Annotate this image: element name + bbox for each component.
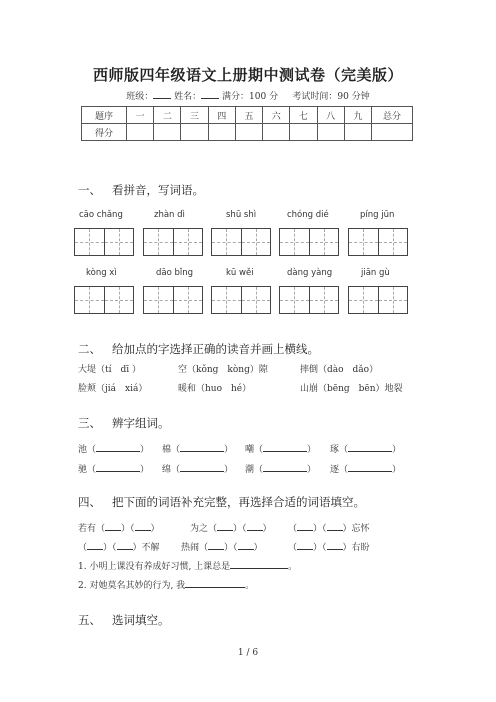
score-cell[interactable]	[344, 124, 371, 141]
answer-blank[interactable]	[348, 462, 392, 472]
answer-blank[interactable]	[297, 540, 313, 550]
fill-sentence: 2. 对她莫名其妙的行为, 我 。	[78, 578, 254, 591]
answer-blank[interactable]	[117, 540, 133, 550]
word-char: 池	[78, 445, 88, 455]
answer-blank[interactable]	[105, 521, 121, 531]
score-table	[81, 106, 413, 141]
fill-sentence: 1. 小明上课没有养成好习惯, 上课总是 。	[78, 559, 297, 572]
section-number: 三、	[78, 416, 101, 430]
answer-blank[interactable]	[96, 462, 140, 472]
reading-item[interactable]: 脸颊（jiá xiá）	[78, 384, 148, 394]
section-number: 四、	[78, 495, 101, 509]
idiom-text: ）	[253, 543, 263, 553]
answer-blank[interactable]	[230, 559, 288, 569]
score-header-row	[82, 107, 413, 124]
idiom-text: ）（	[233, 524, 247, 534]
score-cell[interactable]	[127, 124, 154, 141]
pinyin-label: kū wěi	[226, 268, 254, 278]
class-label: 班级：	[126, 92, 154, 102]
reading-item[interactable]: 暖和（huo hé）	[178, 384, 252, 394]
reading-item[interactable]: 摔倒（dào dǎo）	[300, 365, 379, 375]
score-cell[interactable]	[235, 124, 262, 141]
score-cell[interactable]	[317, 124, 344, 141]
section-3-heading	[78, 415, 170, 431]
section-instruction: 辨字组词。	[112, 416, 170, 430]
pinyin-label: jiān gù	[361, 268, 390, 278]
section-4-heading	[78, 494, 365, 510]
name-label: 姓名：	[174, 92, 202, 102]
answer-blank[interactable]	[238, 540, 254, 550]
idiom-text: ）忘怀	[342, 524, 370, 534]
section-instruction: 选词填空。	[112, 613, 170, 627]
reading-item[interactable]: 大堤（tí dī ）	[78, 365, 141, 375]
idiom-text: ）（	[103, 543, 117, 553]
answer-blank[interactable]	[135, 521, 151, 531]
score-header: 六	[263, 107, 290, 124]
score-header: 八	[317, 107, 344, 124]
score-header: 一	[127, 107, 154, 124]
idiom-text: ）（	[224, 543, 238, 553]
writing-grid[interactable]	[143, 228, 203, 256]
answer-blank[interactable]	[96, 442, 140, 452]
answer-blank[interactable]	[180, 462, 224, 472]
writing-grid[interactable]	[211, 286, 271, 314]
score-header: 二	[154, 107, 181, 124]
idiom-text: ）不解	[132, 543, 160, 553]
answer-blank[interactable]	[348, 442, 392, 452]
pinyin-label: dāo bǐng	[156, 268, 194, 278]
pinyin-label: cāo chǎng	[79, 210, 123, 220]
answer-blank[interactable]	[217, 521, 233, 531]
writing-grid[interactable]	[348, 228, 408, 256]
answer-blank[interactable]	[263, 442, 307, 452]
writing-grid[interactable]	[279, 286, 339, 314]
section-2-heading	[78, 341, 319, 357]
writing-grid[interactable]	[143, 286, 203, 314]
answer-blank[interactable]	[185, 578, 245, 588]
score-cell[interactable]	[290, 124, 317, 141]
section-1-heading	[78, 182, 204, 198]
score-row	[82, 124, 413, 141]
pinyin-label: píng jūn	[360, 210, 395, 220]
writing-grid[interactable]	[211, 228, 271, 256]
score-header: 五	[235, 107, 262, 124]
writing-grid[interactable]	[279, 228, 339, 256]
section-instruction: 看拼音，写词语。	[112, 183, 204, 197]
idiom-text: 为之（	[190, 524, 218, 534]
sentence-text: 2. 对她莫名其妙的行为, 我	[78, 581, 186, 591]
section-instruction: 把下面的词语补充完整，再选择合适的词语填空。	[112, 495, 365, 509]
score-header: 九	[344, 107, 371, 124]
section-number: 一、	[78, 183, 101, 197]
answer-blank[interactable]	[180, 442, 224, 452]
word-char: 嘲	[245, 445, 255, 455]
score-cell[interactable]	[208, 124, 235, 141]
score-header: 四	[208, 107, 235, 124]
score-cell[interactable]	[263, 124, 290, 141]
section-instruction: 给加点的字选择正确的读音并画上横线。	[112, 342, 319, 356]
answer-blank[interactable]	[327, 521, 343, 531]
word-char: 棉	[162, 445, 172, 455]
word-char: 潮	[245, 465, 255, 475]
idiom-text: （	[78, 543, 88, 553]
full-score: 满分：100 分	[222, 92, 279, 102]
section-number: 二、	[78, 342, 101, 356]
writing-grid[interactable]	[74, 228, 134, 256]
pinyin-label: dàng yàng	[287, 268, 333, 278]
score-header: 七	[290, 107, 317, 124]
page-title: 西师版四年级语文上册期中测试卷（完美版）	[92, 66, 403, 84]
sentence-text: 1. 小明上课没有养成好习惯, 上课总是	[78, 562, 231, 572]
writing-grid[interactable]	[74, 286, 134, 314]
word-char: 绵	[162, 465, 172, 475]
section-5-heading	[78, 612, 170, 628]
score-header: 总分	[372, 107, 413, 124]
idiom-text: 热闹（	[181, 543, 209, 553]
pinyin-label: chóng dié	[287, 210, 329, 220]
reading-item[interactable]: 山崩（bēng bēn）地裂	[300, 384, 403, 394]
writing-grid[interactable]	[348, 286, 408, 314]
idiom-text: ）（	[313, 524, 327, 534]
idiom-text: ）	[150, 524, 160, 534]
class-blank	[153, 89, 171, 99]
word-char: 逐	[330, 465, 340, 475]
pinyin-label: zhàn dì	[154, 210, 185, 220]
score-header: 题序	[82, 107, 127, 124]
word-char: 琢	[330, 445, 340, 455]
idiom-text: ）（	[121, 524, 135, 534]
exam-time: 考试时间：90 分钟	[292, 92, 370, 102]
idiom-text: ）右盼	[342, 543, 370, 553]
score-header: 三	[181, 107, 208, 124]
score-cell[interactable]	[154, 124, 181, 141]
answer-blank[interactable]	[87, 540, 103, 550]
idiom-text: ）（	[313, 543, 327, 553]
answer-blank[interactable]	[297, 521, 313, 531]
page-number: 1 / 6	[237, 648, 259, 658]
score-cell[interactable]	[372, 124, 413, 141]
section-number: 五、	[78, 613, 101, 627]
word-char: 驰	[78, 465, 88, 475]
idiom-text: ）	[262, 524, 272, 534]
exam-info	[0, 89, 496, 102]
score-row-label: 得分	[82, 124, 127, 141]
pinyin-label: shū shì	[226, 210, 257, 220]
reading-item[interactable]: 空（kǒng kòng）隙	[178, 365, 268, 375]
pinyin-label: kòng xì	[86, 268, 117, 278]
answer-blank[interactable]	[327, 540, 343, 550]
name-blank	[201, 89, 219, 99]
idiom-text: （	[288, 524, 298, 534]
answer-blank[interactable]	[208, 540, 224, 550]
answer-blank[interactable]	[247, 521, 263, 531]
idiom-text: 若有（	[78, 524, 106, 534]
score-cell[interactable]	[181, 124, 208, 141]
idiom-text: （	[288, 543, 298, 553]
answer-blank[interactable]	[263, 462, 307, 472]
